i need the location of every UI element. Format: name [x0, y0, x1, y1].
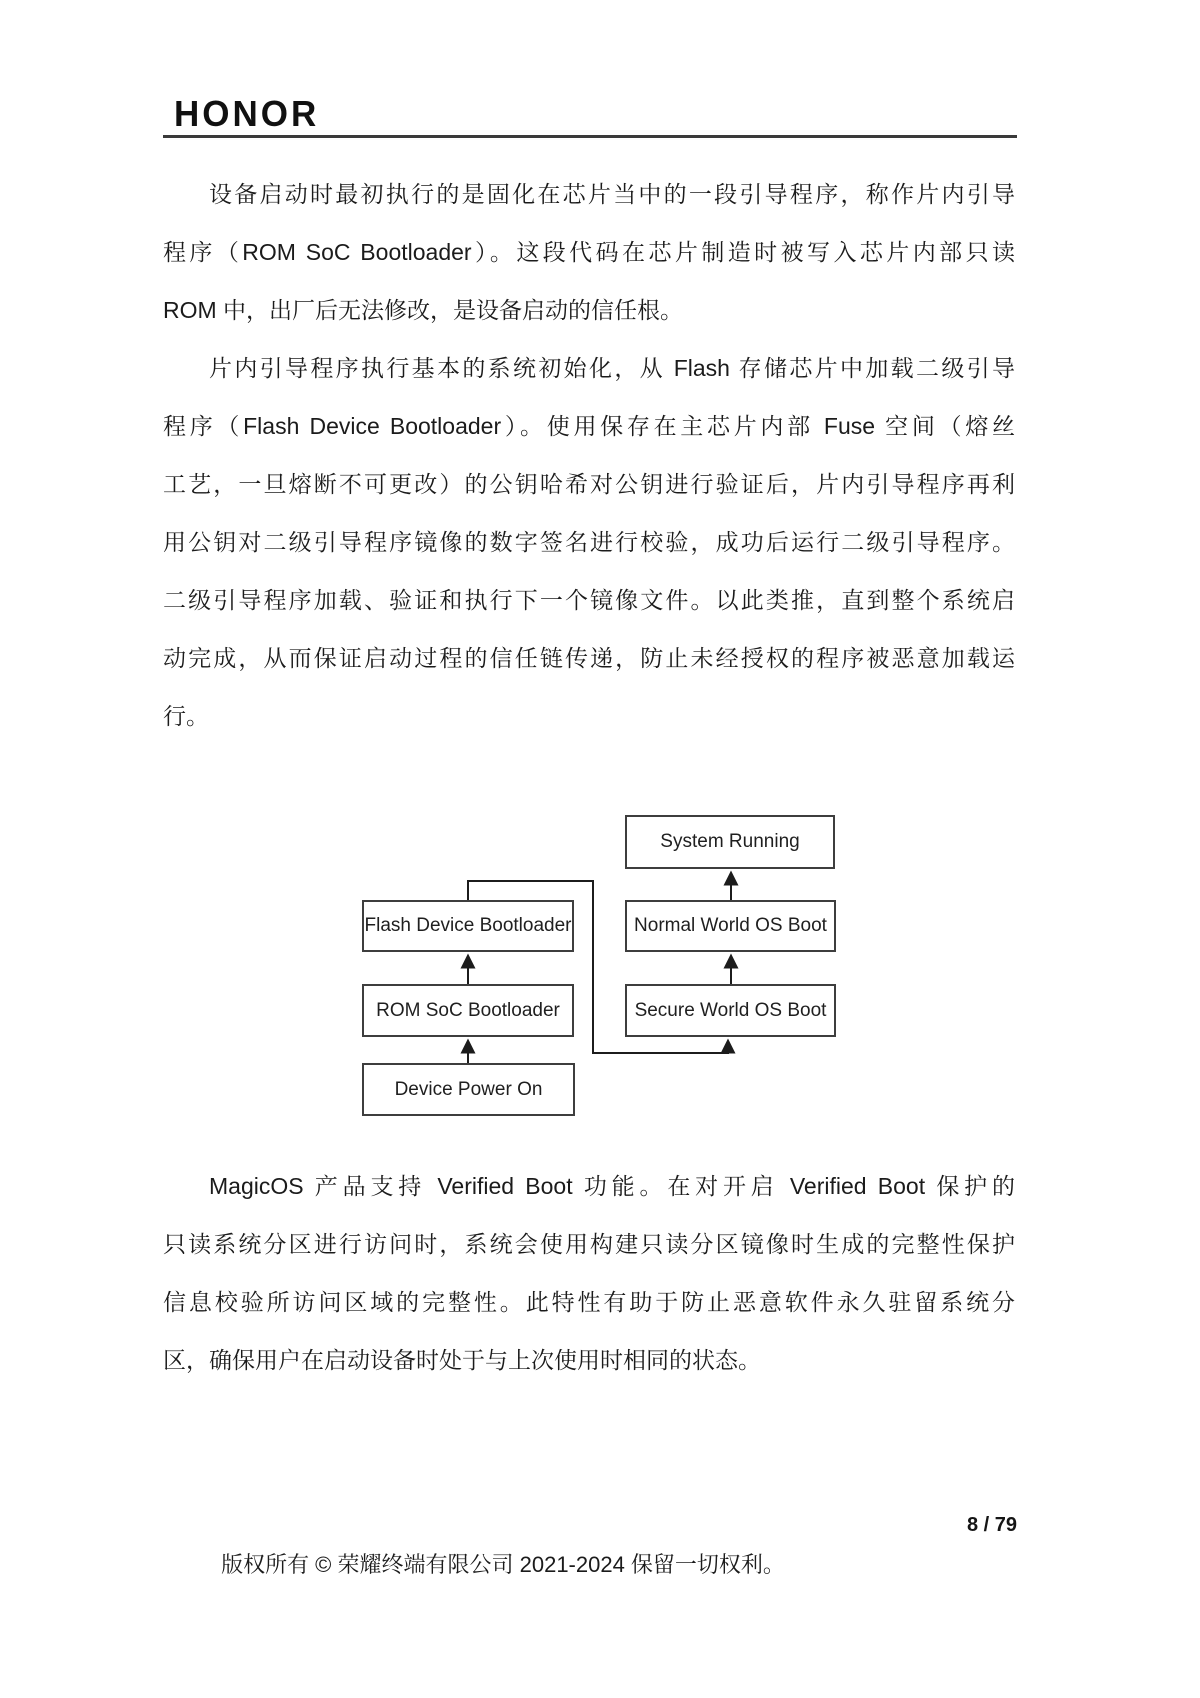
header-divider: [163, 135, 1017, 138]
text-line: 信息校验所访问区域的完整性。此特性有助于防止恶意软件永久驻留系统分: [163, 1289, 1015, 1315]
diagram-node-device-power-on: Device Power On: [362, 1063, 575, 1116]
text-line: ROM 中，出厂后无法修改，是设备启动的信任根。: [163, 297, 684, 323]
text-line: 只读系统分区进行访问时，系统会使用构建只读分区镜像时生成的完整性保护: [163, 1231, 1015, 1257]
copyright-notice: 版权所有 © 荣耀终端有限公司 2021-2024 保留一切权利。: [221, 1552, 785, 1577]
body-text-top: [163, 165, 1015, 745]
boot-flow-diagram: [340, 750, 860, 1130]
diagram-node-rom-soc-bootloader: ROM SoC Bootloader: [362, 984, 574, 1037]
honor-logo: HONOR: [174, 94, 320, 135]
text-line: 工艺，一旦熔断不可更改）的公钥哈希对公钥进行验证后，片内引导程序再利: [163, 471, 1015, 497]
text-line: 程序（Flash Device Bootloader）。使用保存在主芯片内部 Fuse 空间（熔丝: [163, 413, 1015, 439]
diagram-node-flash-device-bootloader: Flash Device Bootloader: [362, 900, 574, 952]
text-line: 用公钥对二级引导程序镜像的数字签名进行校验，成功后运行二级引导程序。: [163, 529, 1015, 555]
text-line: 程序（ROM SoC Bootloader）。这段代码在芯片制造时被写入芯片内部只读: [163, 239, 1015, 265]
text-line: 区，确保用户在启动设备时处于与上次使用时相同的状态。: [163, 1347, 761, 1373]
diagram-node-system-running: System Running: [625, 815, 835, 869]
page-number: 8 / 79: [966, 1514, 1017, 1536]
text-line: 设备启动时最初执行的是固化在芯片当中的一段引导程序，称作片内引导: [209, 181, 1015, 207]
diagram-node-normal-world-os-boot: Normal World OS Boot: [625, 900, 836, 952]
text-line: 动完成，从而保证启动过程的信任链传递，防止未经授权的程序被恶意加载运: [163, 645, 1015, 671]
body-text-bottom: [163, 1157, 1015, 1389]
text-line: 二级引导程序加载、验证和执行下一个镜像文件。以此类推，直到整个系统启: [163, 587, 1015, 613]
diagram-node-secure-world-os-boot: Secure World OS Boot: [625, 984, 836, 1037]
text-line: 行。: [163, 703, 209, 729]
text-line: MagicOS 产品支持 Verified Boot 功能。在对开启 Verified Boot 保护的: [209, 1173, 1015, 1199]
text-line: 片内引导程序执行基本的系统初始化，从 Flash 存储芯片中加载二级引导: [209, 355, 1015, 381]
